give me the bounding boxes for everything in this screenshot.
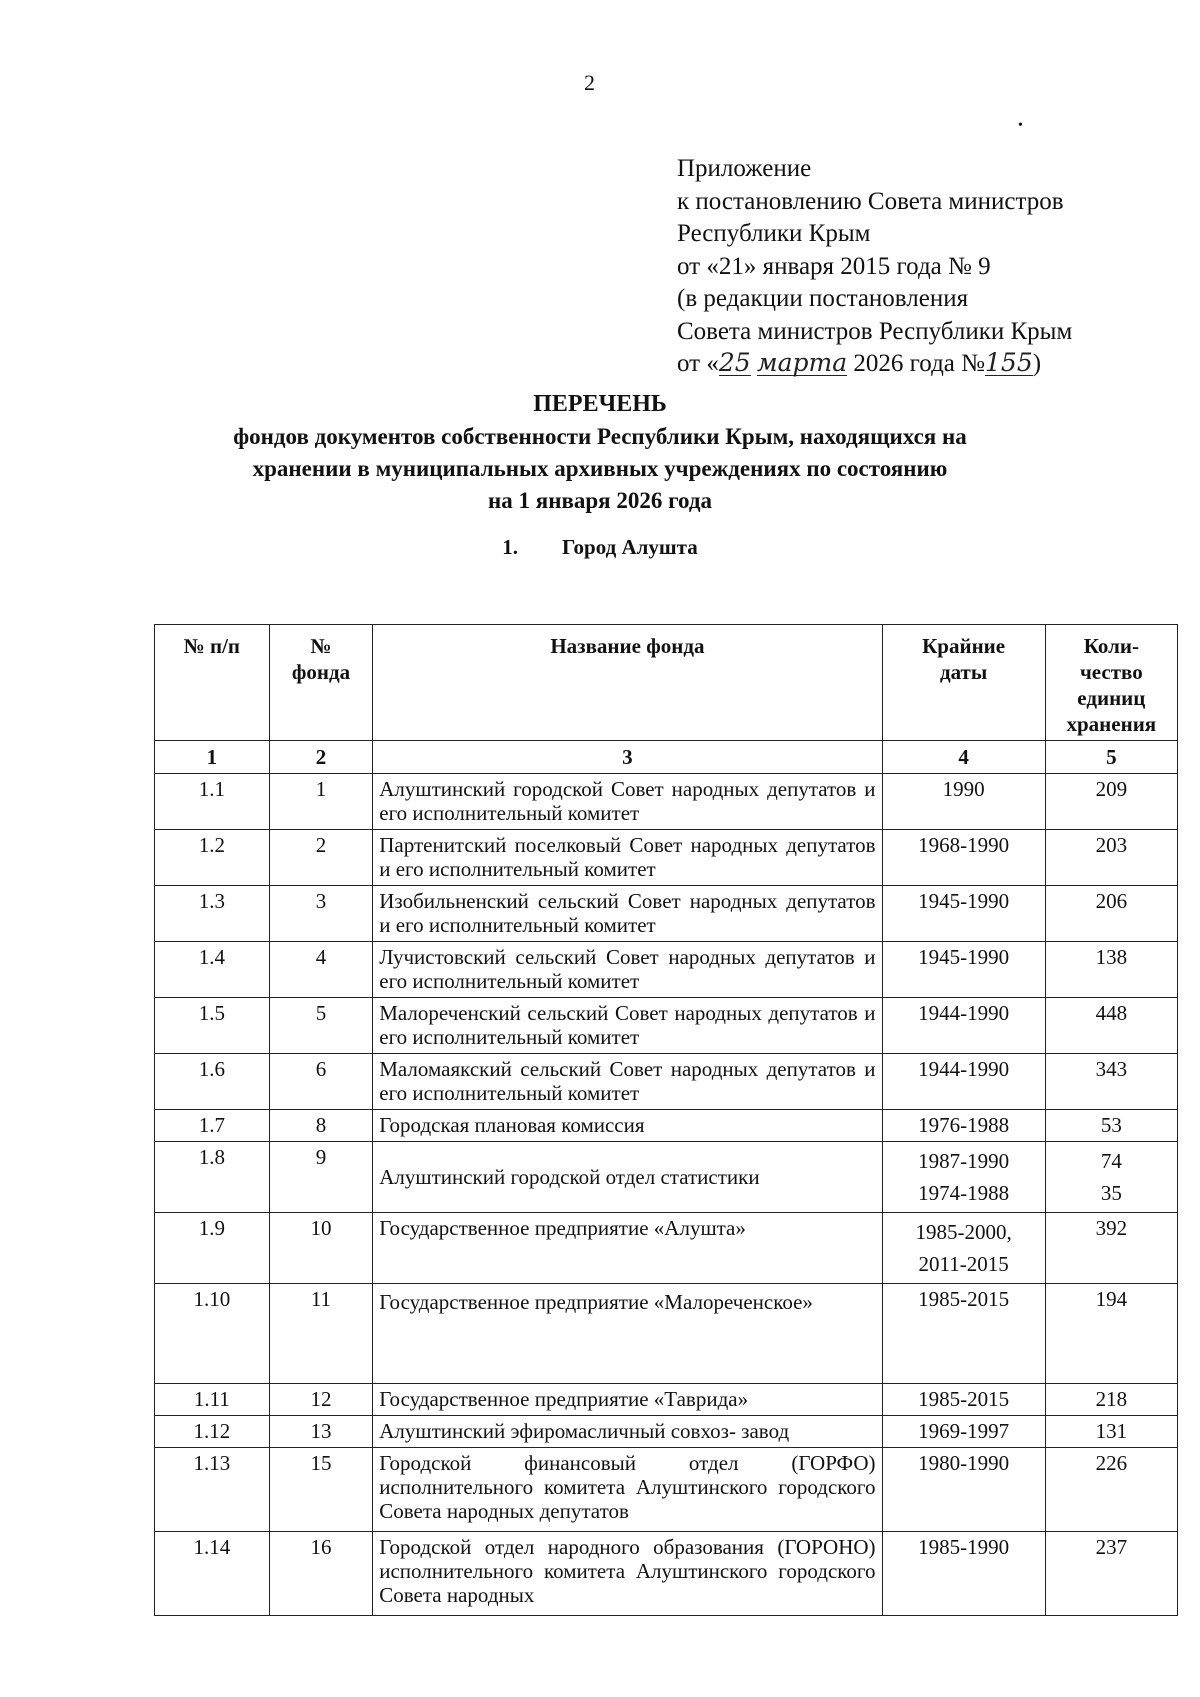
row-dates: 1980-1990: [882, 1448, 1045, 1532]
row-dates-line: 2011-2015: [918, 1252, 1009, 1276]
row-fund: 4: [269, 942, 373, 998]
column-index: 1: [155, 741, 270, 774]
table-row: [155, 942, 1178, 998]
row-name: Государственное предприятие «Малореченское»: [373, 1284, 882, 1384]
row-num: 1.11: [155, 1384, 270, 1416]
row-fund: 5: [269, 998, 373, 1054]
column-index: 5: [1045, 741, 1177, 774]
row-dates: 1976-1988: [882, 1110, 1045, 1142]
row-num: 1.5: [155, 998, 270, 1054]
row-dates: 1944-1990: [882, 1054, 1045, 1110]
row-count: 237: [1045, 1532, 1177, 1616]
row-count: [1045, 1142, 1177, 1213]
column-index: 2: [269, 741, 373, 774]
appendix-block: [677, 153, 1072, 381]
column-index: 4: [882, 741, 1045, 774]
table-row: [155, 830, 1178, 886]
row-dates: 1985-1990: [882, 1532, 1045, 1616]
appendix-line: Республики Крым: [677, 220, 871, 247]
row-name: Лучистовский сельский Совет народных депутатов и его исполнительный комитет: [373, 942, 882, 998]
handwritten-number: 155: [985, 348, 1033, 377]
row-num: 1.9: [155, 1213, 270, 1284]
document-subtitle-line: на 1 января 2026 года: [488, 488, 712, 513]
row-count: 218: [1045, 1384, 1177, 1416]
appendix-edition-date-line: [677, 348, 1072, 381]
header-fund-line: фонда: [291, 660, 351, 684]
table-row: [155, 1448, 1178, 1532]
row-num: 1.3: [155, 886, 270, 942]
row-dates: 1945-1990: [882, 886, 1045, 942]
appendix-line: Приложение: [677, 155, 812, 182]
table-row: [155, 1213, 1178, 1284]
row-name: Городской отдел народного образования (ГОРОНО) исполнительного комитета Алуштинского городского Совета народных: [373, 1532, 882, 1616]
row-name: Малореченский сельский Совет народных депутатов и его исполнительный комитет: [373, 998, 882, 1054]
appendix-line: Совета министров Республики Крым: [677, 317, 1073, 345]
column-index-row: [155, 741, 1178, 774]
date-prefix: от «: [677, 350, 719, 377]
document-title-block: [0, 388, 1200, 517]
header-name: Название фонда: [373, 625, 882, 741]
row-count: 138: [1045, 942, 1177, 998]
scan-speck: •: [1018, 118, 1023, 133]
handwritten-day: 25: [718, 348, 751, 377]
date-middle: 2026 года №: [853, 350, 986, 377]
row-name: Государственное предприятие «Таврида»: [373, 1384, 882, 1416]
row-fund: 1: [269, 774, 373, 830]
header-count-line: Коли-: [1083, 634, 1139, 658]
header-dates-line: Крайние: [922, 634, 1006, 658]
row-dates-line: 1974-1988: [918, 1181, 1010, 1205]
row-dates-line: 1985-2000,: [915, 1220, 1012, 1244]
row-count: 131: [1045, 1416, 1177, 1448]
row-name: Маломаякский сельский Совет народных депутатов и его исполнительный комитет: [373, 1054, 882, 1110]
section-heading: [0, 535, 1200, 560]
header-dates: [882, 625, 1045, 741]
row-name: Алуштинский эфиромасличный совхоз- завод: [373, 1416, 882, 1448]
header-count: [1045, 625, 1177, 741]
table-row: [155, 1054, 1178, 1110]
row-dates: 1944-1990: [882, 998, 1045, 1054]
document-subtitle-line: хранении в муниципальных архивных учреждениях по состоянию: [252, 456, 948, 481]
row-count-line: 35: [1100, 1181, 1122, 1205]
row-num: 1.14: [155, 1532, 270, 1616]
section-number: 1.: [502, 535, 519, 559]
row-count: 53: [1045, 1110, 1177, 1142]
row-fund: 3: [269, 886, 373, 942]
row-dates: 1969-1997: [882, 1416, 1045, 1448]
row-num: 1.2: [155, 830, 270, 886]
header-fund-line: №: [310, 634, 332, 658]
table-row: [155, 774, 1178, 830]
row-name: Государственное предприятие «Алушта»: [373, 1213, 882, 1284]
page-number: 2: [584, 70, 595, 95]
row-name: Алуштинский городской отдел статистики: [373, 1142, 882, 1213]
row-num: 1.6: [155, 1054, 270, 1110]
appendix-line: (в редакции постановления: [677, 285, 969, 312]
date-suffix: ): [1032, 350, 1042, 377]
row-fund: 10: [269, 1213, 373, 1284]
row-dates: 1945-1990: [882, 942, 1045, 998]
row-num: 1.7: [155, 1110, 270, 1142]
row-name: Городской финансовый отдел (ГОРФО) исполнительного комитета Алуштинского городского Совета народных депутатов: [373, 1448, 882, 1532]
row-count: 226: [1045, 1448, 1177, 1532]
row-count: 206: [1045, 886, 1177, 942]
handwritten-month: марта: [756, 348, 848, 377]
row-name: Алуштинский городской Совет народных депутатов и его исполнительный комитет: [373, 774, 882, 830]
row-num: 1.10: [155, 1284, 270, 1384]
row-fund: 2: [269, 830, 373, 886]
row-fund: 6: [269, 1054, 373, 1110]
row-num: 1.1: [155, 774, 270, 830]
table-row: [155, 1284, 1178, 1384]
row-name: Партенитский поселковый Совет народных депутатов и его исполнительный комитет: [373, 830, 882, 886]
table-row: [155, 1142, 1178, 1213]
document-subtitle-line: фондов документов собственности Республики Крым, находящихся на: [233, 424, 967, 449]
table-row: [155, 1532, 1178, 1616]
row-fund: 15: [269, 1448, 373, 1532]
row-count: 203: [1045, 830, 1177, 886]
table-row: [155, 1416, 1178, 1448]
header-count-line: единиц: [1077, 686, 1146, 710]
row-num: 1.12: [155, 1416, 270, 1448]
row-name: Изобильненский сельский Совет народных депутатов и его исполнительный комитет: [373, 886, 882, 942]
header-count-line: хранения: [1066, 712, 1157, 736]
row-name: Городская плановая комиссия: [373, 1110, 882, 1142]
table-row: [155, 886, 1178, 942]
row-dates-line: 1987-1990: [918, 1149, 1010, 1173]
document-title: ПЕРЕЧЕНЬ: [533, 391, 667, 417]
appendix-line: к постановлению Совета министров: [677, 187, 1064, 215]
row-count: 448: [1045, 998, 1177, 1054]
row-fund: 8: [269, 1110, 373, 1142]
header-fund: [269, 625, 373, 741]
row-count: 209: [1045, 774, 1177, 830]
row-fund: 11: [269, 1284, 373, 1384]
section-title: Город Алушта: [562, 535, 698, 559]
row-dates: [882, 1142, 1045, 1213]
table-row: [155, 998, 1178, 1054]
row-fund: 13: [269, 1416, 373, 1448]
table-row: [155, 1384, 1178, 1416]
row-count-line: 74: [1100, 1149, 1122, 1173]
row-dates: 1968-1990: [882, 830, 1045, 886]
row-dates: 1985-2015: [882, 1284, 1045, 1384]
row-dates: [882, 1213, 1045, 1284]
row-dates: 1990: [882, 774, 1045, 830]
funds-table: [154, 624, 1178, 1616]
row-num: 1.13: [155, 1448, 270, 1532]
table-row: [155, 1110, 1178, 1142]
row-fund: 9: [269, 1142, 373, 1213]
row-fund: 12: [269, 1384, 373, 1416]
row-count: 194: [1045, 1284, 1177, 1384]
header-num: № п/п: [155, 625, 270, 741]
row-num: 1.4: [155, 942, 270, 998]
table-header-row: [155, 625, 1178, 741]
header-dates-line: даты: [939, 660, 988, 684]
header-count-line: чество: [1079, 660, 1143, 684]
row-fund: 16: [269, 1532, 373, 1616]
row-dates: 1985-2015: [882, 1384, 1045, 1416]
row-count: 343: [1045, 1054, 1177, 1110]
row-num: 1.8: [155, 1142, 270, 1213]
row-count: 392: [1045, 1213, 1177, 1284]
column-index: 3: [373, 741, 882, 774]
appendix-line: от «21» января 2015 года № 9: [677, 252, 991, 280]
